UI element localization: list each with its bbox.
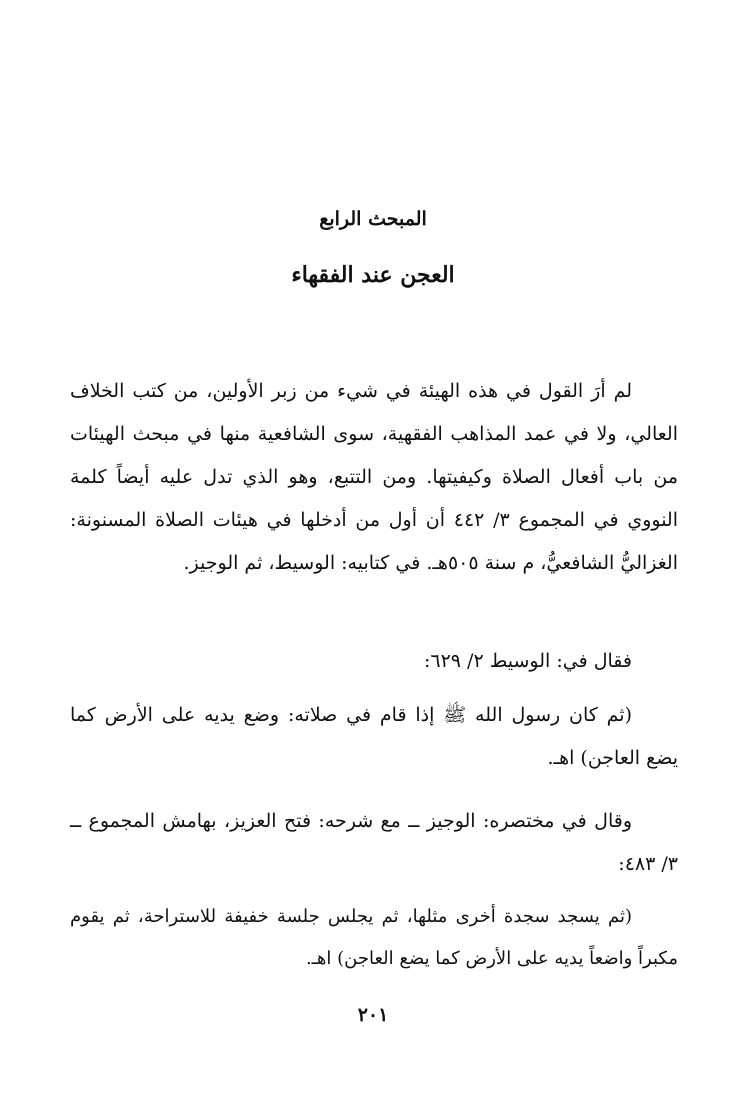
wajiz-reference: وقال في مختصره: الوجيز ــ مع شرحه: فتح العزيز، بهامش المجموع ــ ٣/ ٤٨٣: [70,810,678,875]
section-label: المبحث الرابع [319,208,427,230]
page-number: ٢٠١ [357,1004,389,1026]
wasit-quotation: (ثم كان رسول الله ﷺ إذا قام في صلاته: وضع يديه على الأرض كما يضع العاجن) اهـ. [70,704,678,769]
intro-paragraph: لم أرَ القول في هذه الهيئة في شيء من زبر الأولين، من كتب الخلاف العالي، ولا في عمد المذاهب الفقهية، سوى الشافعية منها في مبحث الهيئات من باب أفعال الصلاة وكيفيتها. ومن التتبع، وهو الذي تدل عليه أيضاً كلمة النووي في المجموع ٣/ ٤٤٢ أن أول من أدخلها في هيئات الصلاة المسنونة: الغزاليُّ الشافعيُّ، م سنة ٥٠٥هـ. في كتابيه: الوسيط، ثم الوجيز. [70,380,678,574]
wajiz-quotation: (ثم يسجد سجدة أخرى مثلها، ثم يجلس جلسة خفيفة للاستراحة، ثم يقوم مكبراً واضعاً يديه على الأرض كما يضع العاجن) اهـ. [70,906,678,969]
wasit-reference: فقال في: الوسيط ٢/ ٦٢٩: [423,650,632,672]
chapter-title: العجن عند الفقهاء [291,262,455,288]
